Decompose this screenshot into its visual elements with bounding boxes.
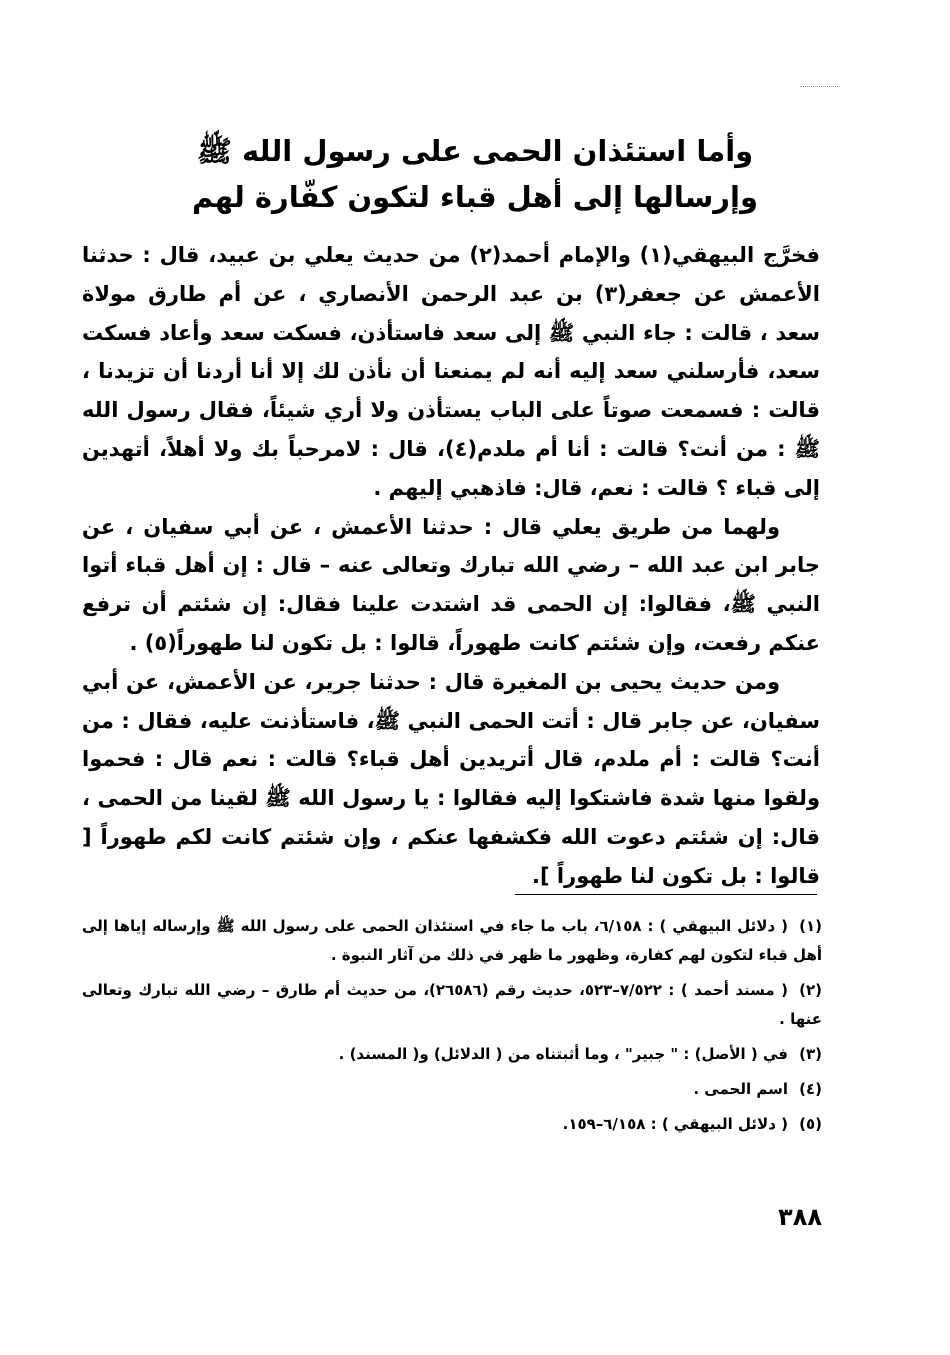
- chapter-title: [100, 128, 850, 220]
- paragraph: ولهما من طريق يعلي قال : حدثنا الأعمش ، عن أبي سفيان ، عن جابر ابن عبد الله – رضي الله تبارك وتعالى عنه – قال : إن أهل قباء أتوا النبي ﷺ، فقالوا: إن الحمى قد اشتدت علينا فقال: إن شئتم أن ترفع عنكم رفعت، وإن شئتم كانت طهوراً، قالوا : بل تكون لنا طهوراً(٥) .: [82, 514, 820, 655]
- footnote-text: ( دلائل البيهقي ) : ٦/١٥٨–١٥٩.: [562, 1115, 788, 1133]
- footnotes: [82, 912, 822, 1145]
- paragraph: ومن حديث يحيى بن المغيرة قال : حدثنا جرير، عن الأعمش، عن أبي سفيان، عن جابر قال : أتت الحمى النبي ﷺ، فاستأذنت عليه، فقال : من أنت؟ قالت : أم ملدم، قال أتريدين أهل قباء؟ قالت : نعم قال : فحموا ولقوا منها شدة فاشتكوا إليه فقالوا : يا رسول الله ﷺ لقينا من الحمى ، قال: إن شئتم دعوت الله فكشفها عنكم ، وإن شئتم كانت لكم طهوراً [ قالوا : بل تكون لنا طهوراً ].: [82, 669, 820, 888]
- footnote: [82, 912, 822, 970]
- footnote-text: ( مسند أحمد ) : ٧/٥٢٢–٥٢٣، حديث رقم (٢٦٥٨٦)، من حديث أم طارق – رضي الله تبارك وتعالى عنها .: [82, 981, 822, 1028]
- body-text: [82, 236, 820, 896]
- footnote: [82, 1075, 822, 1104]
- page-number: ٣٨٨: [778, 1203, 822, 1231]
- title-line-1: وأما استئذان الحمى على رسول الله ﷺ: [196, 134, 754, 168]
- footnote: [82, 976, 822, 1034]
- footnote-number: (٤): [799, 1080, 822, 1098]
- footnote-text: اسم الحمى .: [693, 1080, 788, 1098]
- footnote-text: ( دلائل البيهقي ) : ٦/١٥٨، باب ما جاء في استئذان الحمى على رسول الله ﷺ وإرساله إياها إلى أهل قباء لتكون لهم كفارة، وظهور ما ظهر في ذلك من آثار النبوة .: [82, 917, 822, 964]
- paragraph: فخرَّج البيهقي(١) والإمام أحمد(٢) من حديث يعلي بن عبيد، قال : حدثنا الأعمش عن جعفر(٣) بن عبد الرحمن الأنصاري ، عن أم طارق مولاة سعد ، قالت : جاء النبي ﷺ إلى سعد فاستأذن، فسكت سعد وأعاد فسكت سعد، فأرسلني سعد إليه أنه لم يمنعنا أن نأذن لك إلا أنا أردنا أن تزيدنا ، قالت : فسمعت صوتاً على الباب يستأذن ولا أري شيئاً، فقال رسول الله ﷺ : من أنت؟ قالت : أنا أم ملدم(٤)، قال : لامرحباً بك ولا أهلاً، أتهدين إلى قباء ؟ قالت : نعم، قال: فاذهبي إليهم .: [82, 243, 821, 500]
- footnote-number: (٣): [799, 1045, 822, 1063]
- footnote: [82, 1110, 822, 1139]
- footnote-number: (٥): [799, 1115, 822, 1133]
- footnote-divider: [515, 894, 817, 895]
- title-line-2: وإرسالها إلى أهل قباء لتكون كفّارة لهم: [192, 180, 758, 214]
- footnote-text: في ( الأصل) : " جبير" ، وما أثبتناه من ( الدلائل) و( المسند) .: [338, 1045, 788, 1063]
- scan-mark: [800, 86, 840, 87]
- footnote: [82, 1040, 822, 1069]
- footnote-number: (٢): [799, 981, 822, 999]
- footnote-number: (١): [799, 917, 822, 935]
